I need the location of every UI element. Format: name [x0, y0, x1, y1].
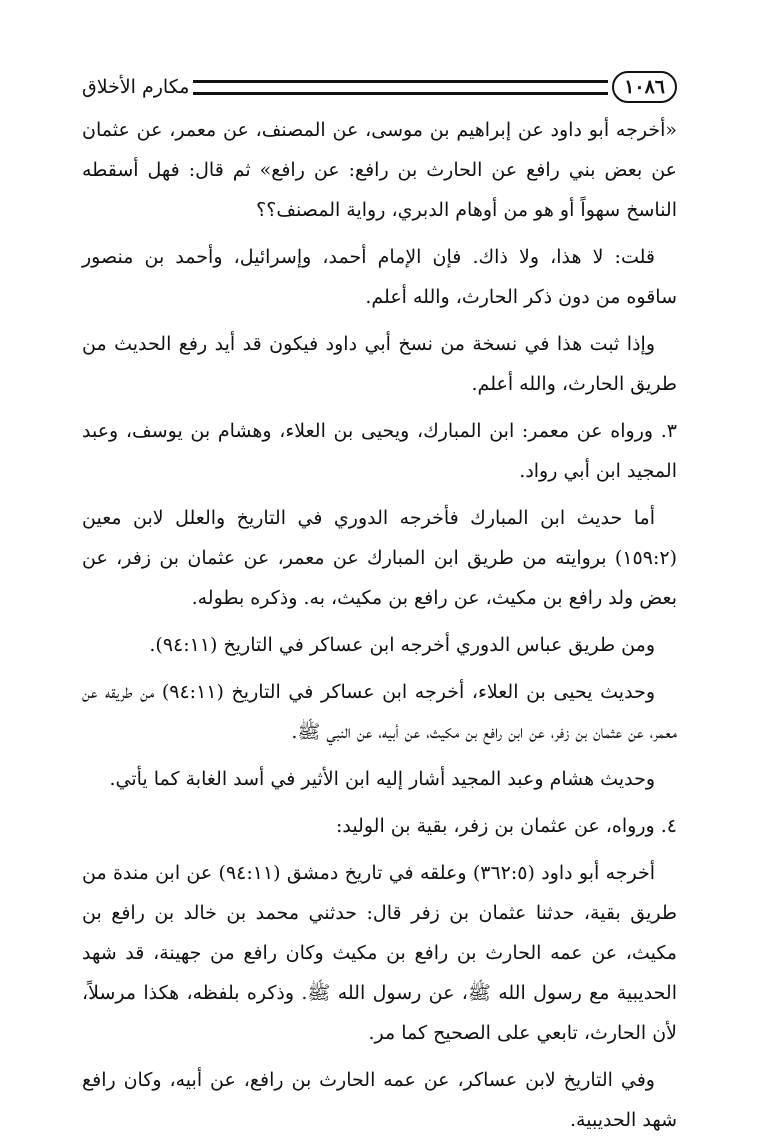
paragraph-8: وحديث هشام وعبد المجيد أشار إليه ابن الأثير في أسد الغابة كما يأتي.: [109, 768, 655, 790]
header-rule: [193, 80, 608, 95]
paragraph-7: وحديث يحيى بن العلاء، أخرجه ابن عساكر في التاريخ (٩٤:١١) من طريقه عن معمر، عن عثمان بن زفر، عن ابن رافع بن مكيث، عن أبيه، عن النبي ﷺ.: [82, 681, 677, 743]
paragraph-2: قلت: لا هذا، ولا ذاك. فإن الإمام أحمد، وإسرائيل، وأحمد بن منصور ساقوه من دون ذكر الحارث، والله أعلم.: [82, 246, 677, 308]
paragraph-4: ٣. ورواه عن معمر: ابن المبارك، ويحيى بن العلاء، وهشام بن يوسف، وعبد المجيد ابن أبي رواد.: [82, 420, 677, 482]
paragraph-1: «أخرجه أبو داود عن إبراهيم بن موسى، عن المصنف، عن معمر، عن عثمان عن بعض بني رافع عن الحارث بن رافع: عن رافع» ثم قال: فهل أسقطه الناسخ سهواً أو هو من أوهام الدبري، رواية المصنف؟؟: [82, 119, 677, 221]
page-body: [82, 110, 677, 1140]
book-title: مكارم الأخلاق: [82, 76, 190, 98]
running-header: [82, 70, 677, 104]
paragraph-10: أخرجه أبو داود (٣٦٢:٥) وعلقه في تاريخ دمشق (٩٤:١١) عن ابن مندة من طريق بقية، حدثنا عثمان بن زفر قال: حدثني محمد بن خالد بن رافع بن مكيث، عن عمه الحارث بن رافع بن مكيث وكان رافع من جهينة، قد شهد الحديبية مع رسول الله ﷺ، عن رسول الله ﷺ. وذكره بلفظه، هكذا مرسلاً، لأن الحارث، تابعي على الصحيح كما مر.: [82, 862, 677, 1044]
paragraph-6: ومن طريق عباس الدوري أخرجه ابن عساكر في التاريخ (٩٤:١١).: [149, 634, 655, 656]
page-number: ١٠٨٦: [612, 71, 677, 103]
paragraph-11: وفي التاريخ لابن عساكر، عن عمه الحارث بن رافع، عن أبيه، وكان رافع شهد الحديبية.: [82, 1069, 677, 1131]
paragraph-9: ٤. ورواه، عن عثمان بن زفر، بقية بن الوليد:: [335, 815, 677, 837]
paragraph-5: أما حديث ابن المبارك فأخرجه الدوري في التاريخ والعلل لابن معين (١٥٩:٢) بروايته من طريق ابن المبارك عن معمر، عن عثمان بن زفر، عن بعض ولد رافع بن مكيث، عن رافع بن مكيث، به. وذكره بطوله.: [82, 507, 677, 609]
paragraph-3: وإذا ثبت هذا في نسخة من نسخ أبي داود فيكون قد أيد رفع الحديث من طريق الحارث، والله أعلم.: [82, 333, 677, 395]
